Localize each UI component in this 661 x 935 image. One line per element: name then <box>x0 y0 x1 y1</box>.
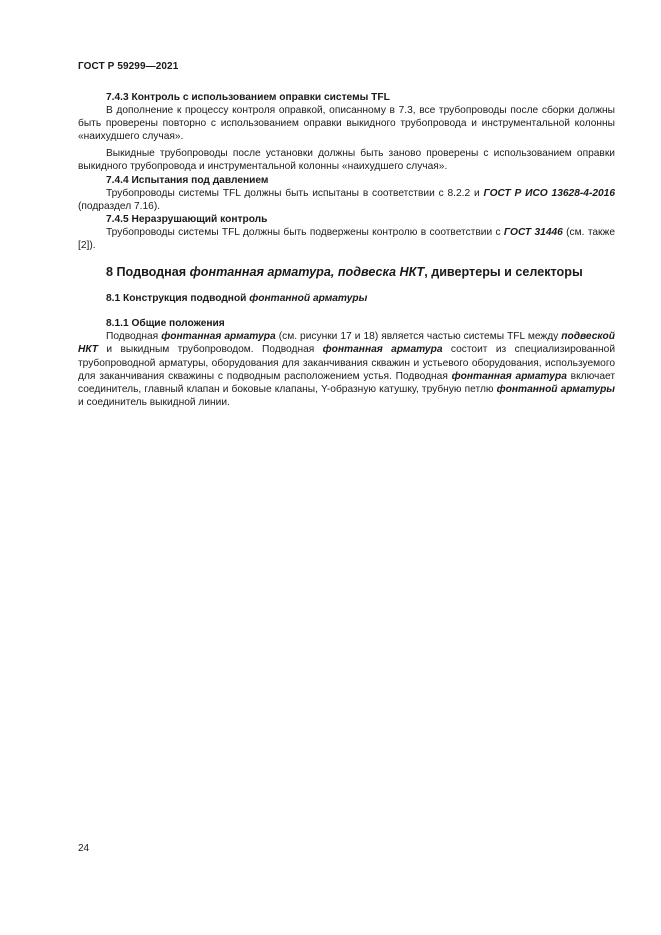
term-emphasis: фонтанная арматура <box>322 344 443 356</box>
text-run: и соединитель выкидной линии. <box>78 396 230 408</box>
text-run: Трубопроводы системы TFL должны быть испытаны в соответствии с 8.2.2 и <box>106 187 484 199</box>
section-7-4-3-paragraph-2: Выкидные трубопроводы после установки должны быть заново проверены с использованием оправки выкидного трубопровода и инструментальной колонны «наихудшего случая». <box>78 148 615 173</box>
section-7-4-5-paragraph <box>78 226 615 252</box>
section-7-4-3-paragraph-1: В дополнение к процессу контроля оправкой, описанному в 7.3, все трубопроводы после сборки должны быть проверены повторно с использованием оправки выкидного трубопровода и инструментальной колонны «наихудшего случая». <box>78 105 615 143</box>
heading-emphasis: фонтанной арматуры <box>249 293 368 305</box>
standard-reference: ГОСТ Р ИСО 13628-4-2016 <box>483 187 615 199</box>
section-7-4-5-heading: 7.4.5 Неразрушающий контроль <box>106 213 268 225</box>
page-body <box>78 91 615 409</box>
document-header: ГОСТ Р 59299—2021 <box>78 61 179 72</box>
text-run: Подводная <box>106 331 162 343</box>
term-emphasis: фонтанной арматуры <box>496 383 615 395</box>
term-emphasis: подвеской НКТ <box>78 331 615 356</box>
heading-run: 8.1 Конструкция подводной <box>106 293 250 305</box>
term-emphasis: фонтанная арматура <box>161 331 276 343</box>
section-7-4-4-heading: 7.4.4 Испытания под давлением <box>106 174 269 186</box>
heading-run: 8 Подводная <box>106 265 190 280</box>
section-7-4-3-heading: 7.4.3 Контроль с использованием оправки системы TFL <box>106 92 390 103</box>
text-run: (см. рисунки 17 и 18) является частью системы TFL между <box>275 331 562 343</box>
text-run: Трубопроводы системы TFL должны быть подвержены контролю в соответствии с <box>106 226 504 238</box>
heading-emphasis: фонтанная арматура, подвеска НКТ <box>189 265 425 280</box>
heading-run: , дивертеры и селекторы <box>424 265 583 280</box>
section-8-1-heading <box>78 292 615 305</box>
page-number: 24 <box>78 843 90 854</box>
section-7-4-4-paragraph <box>78 187 615 213</box>
standard-reference: ГОСТ 31446 <box>503 226 563 238</box>
text-run: состоит из специализированной трубопроводной арматуры, оборудования для заканчивания скважин и устьевого оборудования, используемого для заканчивания скважины с подводным расположением устья. Подводная <box>78 344 616 382</box>
section-8-1-1-paragraph <box>78 330 615 409</box>
text-run: включает соединитель, главный клапан и боковые клапаны, Y-образную катушку, трубную петлю <box>78 370 615 395</box>
text-run: (подраздел 7.16). <box>78 200 161 212</box>
text-run: и выкидным трубопроводом. Подводная <box>97 344 323 356</box>
section-8-1-1-heading: 8.1.1 Общие положения <box>106 318 225 330</box>
section-8-heading <box>78 264 615 280</box>
text-run: (см. также [2]). <box>78 226 615 252</box>
term-emphasis: фонтанная арматура <box>451 370 567 382</box>
